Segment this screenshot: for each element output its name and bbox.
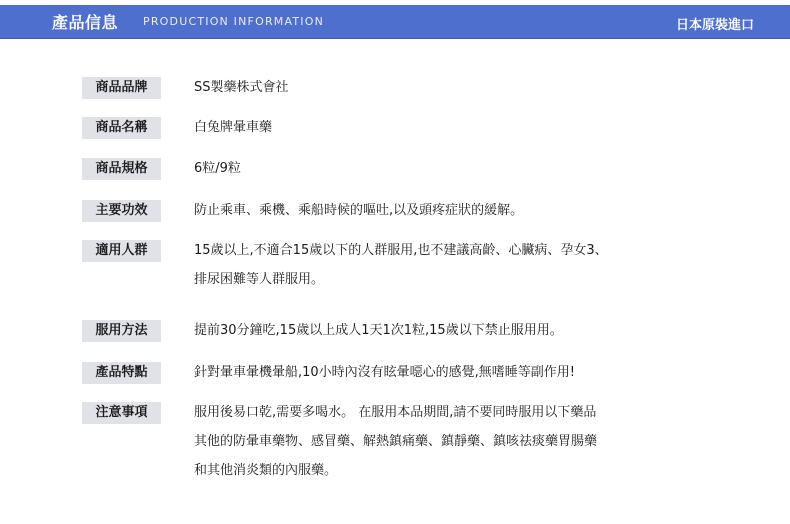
- value-line: 針對暈車暈機暈船,10小時內沒有眩暈噁心的感覺,無嗜睡等副作用!: [194, 365, 576, 380]
- value-line: 提前30分鐘吃,15歲以上成人1天1次1粒,15歲以下禁止服用用。: [194, 323, 563, 338]
- row-label: 適用人群: [82, 240, 161, 262]
- row-value: [194, 119, 684, 137]
- row-label: 商品品牌: [82, 77, 161, 99]
- row-label: 注意事項: [82, 402, 161, 424]
- row-label: 產品特點: [82, 362, 161, 384]
- value-line: 白兔牌暈車藥: [194, 120, 273, 135]
- row-label: 主要功效: [82, 200, 161, 222]
- row-value: [194, 242, 684, 289]
- page-title: 產品信息: [52, 13, 119, 32]
- value-line: 6粒/9粒: [194, 161, 241, 176]
- value-line: 防止乘車、乘機、乘船時候的嘔吐,以及頭疼症狀的緩解。: [194, 203, 524, 218]
- row-label: 商品名稱: [82, 117, 161, 139]
- value-line: 服用後易口乾,需要多喝水。 在服用本品期間,請不要同時服用以下藥品: [194, 405, 597, 420]
- row-value: [194, 160, 684, 178]
- page-subtitle: PRODUCTION INFORMATION: [143, 15, 324, 28]
- value-line: 15歲以上,不適合15歲以下的人群服用,也不建議高齡、心臟病、孕女3、: [194, 243, 608, 258]
- row-value: [194, 322, 684, 340]
- value-line: 和其他消炎類的內服藥。: [194, 463, 338, 478]
- row-label: 商品規格: [82, 158, 161, 180]
- row-label: 服用方法: [82, 320, 161, 342]
- row-value: [194, 202, 684, 220]
- row-value: [194, 79, 684, 97]
- value-line: SS製藥株式會社: [194, 80, 289, 95]
- value-line: 排尿困難等人群服用。: [194, 272, 325, 287]
- value-line: 其他的防暈車藥物、感冒藥、解熱鎮痛藥、鎮靜藥、鎮咳祛痰藥胃腸藥: [194, 434, 598, 449]
- row-value: [194, 404, 684, 480]
- row-value: [194, 364, 684, 382]
- origin-badge: 日本原裝進口: [675, 18, 754, 33]
